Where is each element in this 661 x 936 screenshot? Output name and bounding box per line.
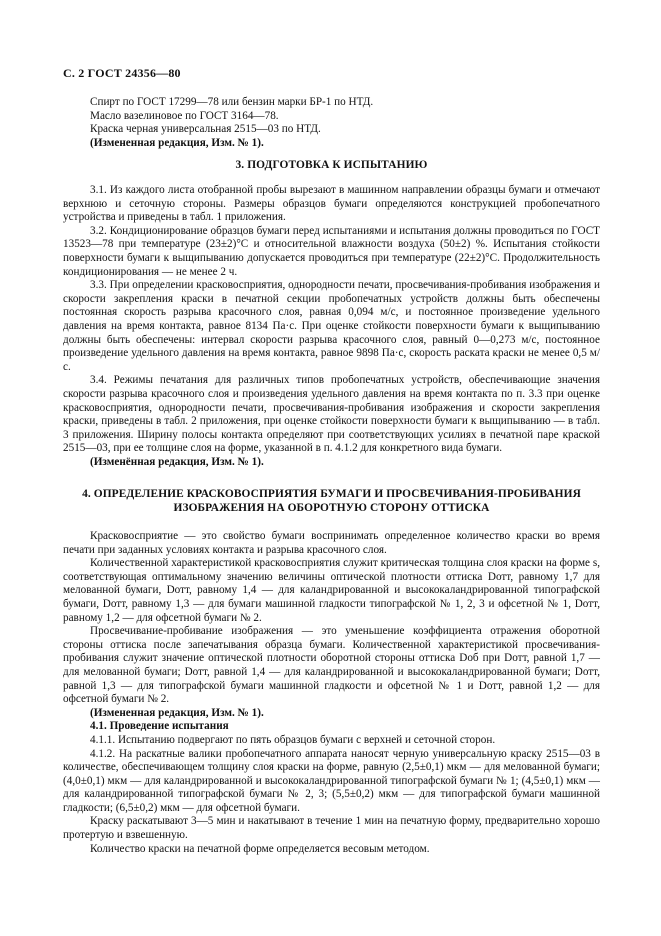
section-3-body	[63, 184, 600, 469]
ink-amount-paragraph: Количество краски на печатной форме определяется весовым методом.	[90, 842, 430, 855]
revision-note: (Изменённая редакция, Изм. № 1).	[90, 455, 264, 468]
section-4-title	[63, 487, 600, 515]
subsection-4-1-title: 4.1. Проведение испытания	[90, 720, 229, 733]
revision-note: (Измененная редакция, Изм. № 1).	[90, 706, 264, 719]
material-item: Масло вазелиновое по ГОСТ 3164—78.	[90, 109, 279, 122]
section-3-title: 3. ПОДГОТОВКА К ИСПЫТАНИЮ	[235, 159, 428, 171]
material-item: Краска черная универсальная 2515—03 по НТД.	[90, 123, 321, 136]
materials-list	[63, 96, 600, 150]
revision-note: (Измененная редакция, Изм. № 1).	[90, 136, 264, 149]
section-4-title-line2: ИЗОБРАЖЕНИЯ НА ОБОРОТНУЮ СТОРОНУ ОТТИСКА	[173, 502, 490, 514]
clause-3-2: 3.2. Кондиционирование образцов бумаги перед испытаниями и испытания должны проводиться по ГОСТ 13523—78 при температуре (23±2)°С и относительной влажности воздуха (50±2) %. Испытания стойкости поверхности бумаги к выщипыванию допускается проводиться при температуре (22±2)°С. Продолжительность кондиционирования — не менее 2 ч.	[63, 224, 600, 278]
section-4-title-line1: 4. ОПРЕДЕЛЕНИЕ КРАСКОВОСПРИЯТИЯ БУМАГИ И ПРОСВЕЧИВАНИЯ-ПРОБИВАНИЯ	[82, 488, 581, 500]
ink-rolling-paragraph: Краску раскатывают 3—5 мин и накатывают в течение 1 мин на печатную форму, предварительно хорошо протертую и взвешенную.	[63, 815, 600, 842]
definition-show-through: Просвечивание-пробивание изображения — это уменьшение коэффициента отражения оборотной стороны оттиска после запечатывания образца бумаги. Количественной характеристикой просвечивания-пробивания служит значение оптической плотности оборотной стороны оттиска Dоб при Dотт, равной 1,7 — для мелованной бумаги; Dотт, равной 1,4 — для каландрированной и высококаландрированной бумаги; Dотт, равной 1,3 — для типографской бумаги машинной гладкости и офсетной № 1 и Dотт, равной 1,2 — для офсетной бумаги № 2.	[63, 625, 600, 706]
page-header: С. 2 ГОСТ 24356—80	[63, 66, 181, 80]
material-item: Спирт по ГОСТ 17299—78 или бензин марки БР-1 по НТД.	[90, 96, 374, 108]
section-4-body	[63, 530, 600, 856]
definition-ink-characteristic: Количественной характеристикой красковосприятия служит критическая толщина слоя краски на форме s, соответствующая оптимальному значению величины оптической плотности оттиска Dотт, равному 1,7 для мелованной бумаги, Dотт, равному 1,4 — для каландрированной и высококаландрированной типографской бумаги, Dотт, равному 1,3 — для бумаги машинной гладкости типографской № 1, 2, 3 и офсетной № 1, Dотт, равному 1,2 — для офсетной бумаги № 2.	[63, 557, 600, 624]
clause-4-1-2: 4.1.2. На раскатные валики пробопечатного аппарата наносят черную универсальную краску 2515—03 в количестве, обеспечивающем толщину слоя краски на форме, равную (2,5±0,1) мкм — для мелованной бумаги; (4,0±0,1) мкм — для каландрированной и высококаландрированной типографской бумаги № 1; (4,5±0,1) мкм — для каландрированной типографской бумаги № 2, 3; (5,5±0,2) мкм — для типографской бумаги машинной гладкости; (6,5±0,2) мкм — для офсетной бумаги.	[63, 747, 600, 814]
definition-ink-receptivity: Красковосприятие — это свойство бумаги воспринимать определенное количество краски во время печати при заданных условиях контакта и разрыва красочного слоя.	[63, 530, 600, 556]
clause-3-4: 3.4. Режимы печатания для различных типов пробопечатных устройств, обеспечивающие значения скорости разрыва красочного слоя и произведения удельного давления на время контакта по п. 3.3 при оценке красковосприятия, однородности печати, просвечивания-пробивания изображения и скорости закрепления краски, приведены в табл. 2 приложения, при оценке стойкости поверхности бумаги к выщипыванию — в табл. 3 приложения. Ширину полосы контакта определяют при соответствующих усилиях в печатной паре краской 2515—03, при ее толщине слоя на форме, указанной в п. 4.1.2 для конкретного вида бумаги.	[63, 374, 600, 455]
clause-3-3: 3.3. При определении красковосприятия, однородности печати, просвечивания-пробивания изображения и скорости закрепления краски в печатной секции пробопечатных устройств должны быть обеспечены постоянная скорость разрыва красочного слоя, равная 0,094 м/с, и постоянное произведение удельного давления на время контакта, равное 8134 Па·с. При оценке стойкости поверхности бумаги к выщипыванию должны быть обеспечены: интервал скорости разрыва красочного слоя, равный 0—0,273 м/с, постоянное произведение удельного давления на время контакта, равное 9898 Па·с, скорость раската краски не менее 0,5 м/с.	[63, 279, 600, 373]
clause-3-1: 3.1. Из каждого листа отобранной пробы вырезают в машинном направлении образцы бумаги и отмечают верхнюю и сеточную стороны. Размеры образцов бумаги определяются конструкцией пробопечатного устройства и приведены в табл. 1 приложения.	[63, 184, 600, 224]
clause-4-1-1: 4.1.1. Испытанию подвергают по пять образцов бумаги с верхней и сеточной сторон.	[90, 733, 496, 746]
